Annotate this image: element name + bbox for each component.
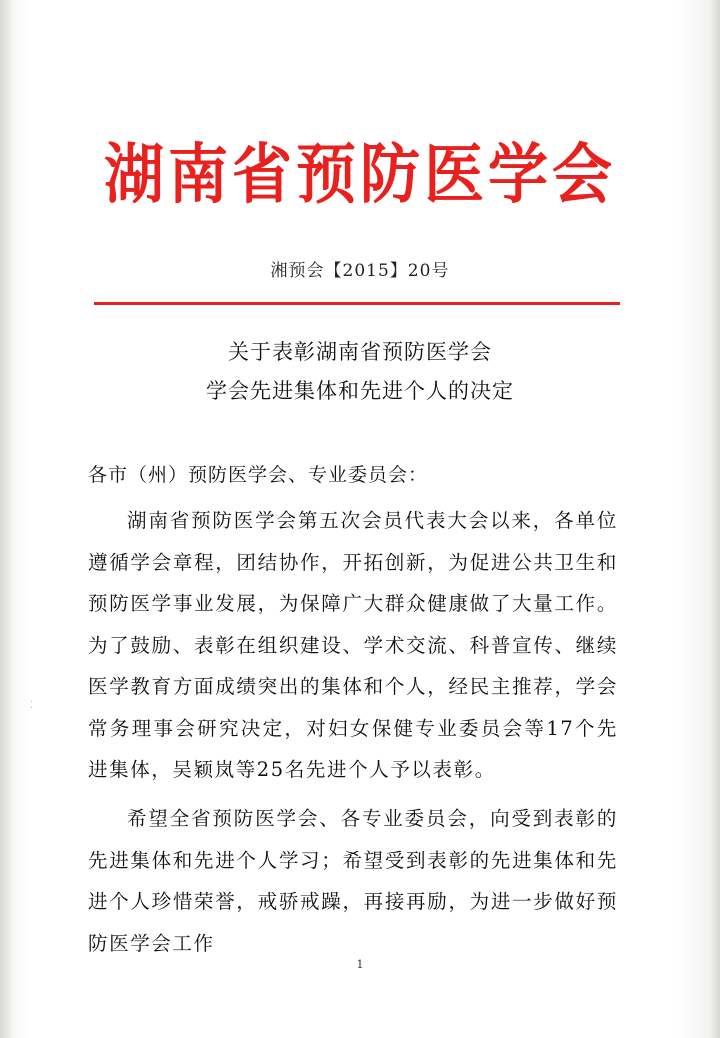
body-paragraph-2: 希望全省预防医学会、各专业委员会，向受到表彰的先进集体和先进个人学习；希望受到表彰的先进集体和先进个人珍惜荣誉，戒骄戒躁，再接再励，为进一步做好预防医学会工作: [88, 807, 618, 955]
document-heading-line-2: 学会先进集体和先进个人的决定: [206, 379, 514, 403]
scan-mark: ⁚: [30, 700, 34, 711]
red-divider-line: [94, 302, 620, 305]
body-paragraph-1: 湖南省预防医学会第五次会员代表大会以来，各单位遵循学会章程，团结协作，开拓创新，为促进公共卫生和预防医学事业发展，为保障广大群众健康做了大量工作。为了鼓励、表彰在组织建设、学术交流、科普宣传、继续医学教育方面成绩突出的集体和个人，经民主推荐，学会常务理事会研究决定，对妇女保健专业委员会等17个先进集体，吴颖岚等25名先进个人予以表彰。: [88, 509, 618, 781]
page-number: 1: [356, 958, 364, 971]
document-number: 湘预会【2015】20号: [270, 261, 450, 281]
salutation: 各市（州）预防医学会、专业委员会：: [88, 464, 429, 486]
document-heading-line-1: 关于表彰湖南省预防医学会: [228, 340, 492, 364]
organization-title: 湖南省预防医学会: [104, 137, 616, 213]
